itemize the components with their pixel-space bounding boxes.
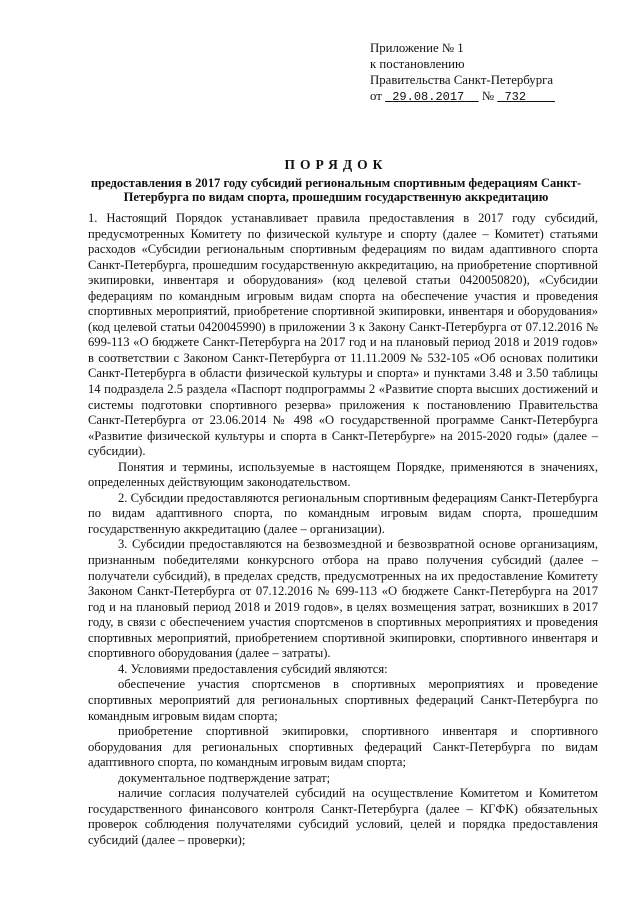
attachment-line: к постановлению	[370, 57, 465, 71]
document-date: 29.08.2017	[392, 90, 465, 104]
paragraph-4: 4. Условиями предоставления субсидий являются:	[118, 661, 388, 676]
number-prefix: №	[481, 89, 495, 103]
document-body	[88, 211, 598, 848]
attachment-date-line	[370, 88, 555, 105]
condition-item: обеспечение участия спортсменов в спортивных мероприятиях и проведение спортивных мероприятий для региональных спортивных федераций Санкт-Петербурга по командным игровым видам спорта;	[88, 677, 598, 723]
paragraph-2: 2. Субсидии предоставляются региональным спортивным федерациям Санкт-Петербурга по видам адаптивного спорта, по командным игровым видам спорта, прошедшим государственную аккредитацию (далее – организации).	[88, 490, 598, 536]
document-title: ПОРЯДОК	[284, 157, 388, 172]
document-heading	[60, 158, 612, 204]
attachment-block	[370, 40, 555, 105]
condition-item: наличие согласия получателей субсидий на осуществление Комитетом и Комитетом государственного финансового контроля Санкт-Петербурга (далее – КГФК) обязательных проверок соблюдения получателями субсидий условий, целей и порядка предоставления субсидий (далее – проверки);	[88, 786, 598, 847]
attachment-line: Приложение № 1	[370, 41, 464, 55]
paragraph-1: 1. Настоящий Порядок устанавливает правила предоставления в 2017 году субсидий, предусмотренных Комитету по физической культуре и спорту (далее – Комитет) статьями расходов «Субсидии региональным спортивным федерациям по видам адаптивного спорта Санкт-Петербурга, прошедшим государственную аккредитацию, на приобретение спортивной экипировки, инвентаря и оборудования» (код целевой статьи 0420050820), «Субсидии федерациям по командным игровым видам спорта на обеспечение участия и проведения спортивных мероприятий, приобретение спортивной экипировки, инвентаря и оборудования» (код целевой статьи 0420045990) в приложении 3 к Закону Санкт-Петербурга от 07.12.2016 № 699-113 «О бюджете Санкт-Петербурга на 2017 год и на плановый период 2018 и 2019 годов» в соответствии с Законом Санкт-Петербурга от 11.11.2009 № 532-105 «Об основах политики Санкт-Петербурга в области физической культуры и спорта» и пунктами 3.48 и 3.50 таблицы 14 подраздела 2.5 раздела «Паспорт подпрограммы 2 «Развитие спорта высших достижений и системы подготовки спортивного резерва» приложения к постановлению Правительства Санкт-Петербурга от 23.06.2014 № 498 «О государственной программе Санкт-Петербурга «Развитие физической культуры и спорта в Санкт-Петербурге» на 2015-2020 годы» (далее – субсидии).	[88, 211, 598, 459]
condition-item: документальное подтверждение затрат;	[118, 770, 331, 785]
condition-item: приобретение спортивной экипировки, спортивного инвентаря и спортивного оборудования для региональных спортивных федераций Санкт-Петербурга по видам адаптивного спорта, по командным игровым видам спорта;	[88, 724, 598, 770]
paragraph-3: 3. Субсидии предоставляются на безвозмездной и безвозвратной основе организациям, признанным победителями конкурсного отбора на право получения субсидий (далее – получатели субсидий), в пределах средств, предусмотренных на их предоставление Комитету Законом Санкт-Петербурга от 07.12.2016 № 699-113 «О бюджете Санкт-Петербурга на 2017 год и на плановый период 2018 и 2019 годов», в целях возмещения затрат, возникших в 2017 году, в связи с обеспечением участия спортсменов в спортивных мероприятиях и проведения спортивных мероприятий, приобретением спортивной экипировки, спортивного инвентаря и спортивного оборудования (далее – затраты).	[88, 537, 598, 661]
date-prefix: от	[370, 89, 382, 103]
paragraph-definitions: Понятия и термины, используемые в настоящем Порядке, применяются в значениях, определенных действующим законодательством.	[88, 459, 598, 490]
document-subtitle: предоставления в 2017 году субсидий региональным спортивным федерациям Санкт-Петербурга по видам спорта, прошедшим государственную аккредитацию	[90, 176, 582, 204]
attachment-line: Правительства Санкт-Петербурга	[370, 73, 554, 87]
document-number: 732	[504, 90, 527, 104]
